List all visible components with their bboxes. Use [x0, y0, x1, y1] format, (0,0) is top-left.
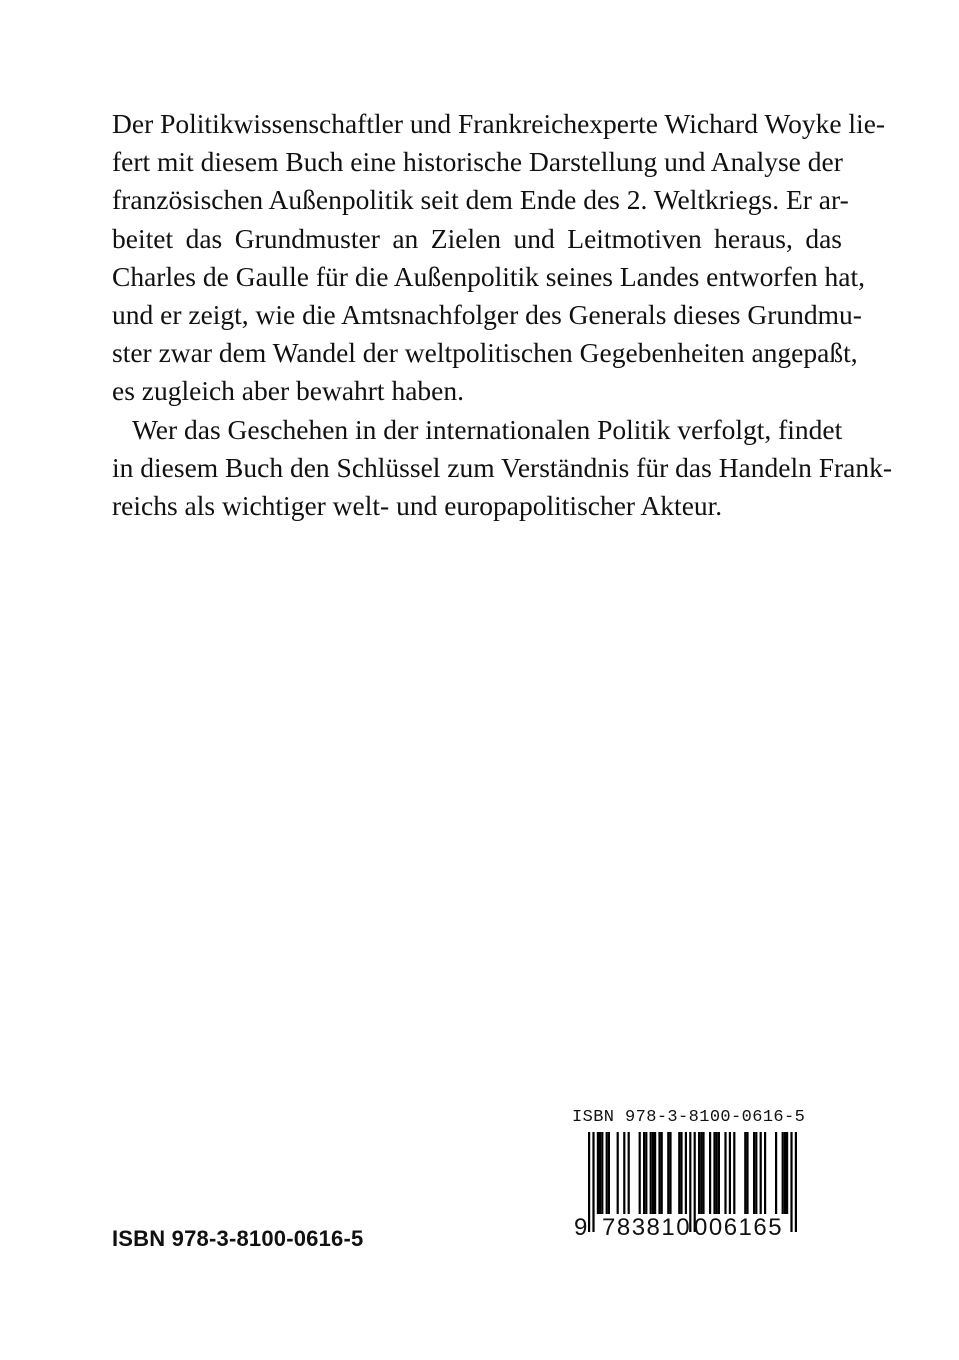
barcode-isbn-label: ISBN 978-3-8100-0616-5: [572, 1108, 806, 1127]
barcode-bar: [702, 1132, 704, 1214]
barcode-bar: [685, 1132, 687, 1214]
blurb-line: Der Politikwissenschaftler und Frankreichexperte Wichard Woyke lie-: [112, 108, 886, 139]
barcode-bar: [601, 1132, 603, 1214]
barcode-bar: [764, 1132, 766, 1214]
barcode-digits-left: 783810: [602, 1214, 692, 1241]
barcode-bar: [623, 1132, 625, 1214]
barcode-digits-right: 006165: [694, 1214, 784, 1241]
blurb-paragraph-2: [112, 411, 893, 526]
barcode-guard-bar: [592, 1132, 594, 1232]
barcode-digit-first: 9: [574, 1214, 588, 1241]
barcode-guard-bar: [588, 1132, 590, 1232]
barcode-bar: [654, 1132, 656, 1214]
barcode-bar: [746, 1132, 748, 1214]
barcode-bar: [608, 1132, 610, 1214]
back-cover-blurb: [112, 105, 893, 525]
barcode-bar: [775, 1132, 777, 1214]
barcode-bar: [652, 1132, 654, 1214]
barcode-bar: [661, 1132, 663, 1214]
barcode-bar: [786, 1132, 788, 1214]
blurb-line: beitet das Grundmuster an Zielen und Leitmotiven heraus, das: [112, 222, 842, 254]
barcode-bar: [709, 1132, 711, 1214]
barcode-bar: [718, 1132, 720, 1214]
barcode-bar: [628, 1132, 630, 1214]
blurb-line: Charles de Gaulle für die Außenpolitik seines Landes entworfen hat,: [112, 260, 865, 292]
barcode-bar: [744, 1132, 746, 1214]
barcode-bar: [658, 1132, 660, 1214]
barcode-bar: [599, 1132, 601, 1214]
blurb-paragraph-1: [112, 105, 886, 411]
blurb-line: Wer das Geschehen in der internationalen Politik verfolgt, findet: [132, 413, 843, 445]
barcode-bar: [645, 1132, 647, 1214]
barcode-bar: [680, 1132, 682, 1214]
barcode-bar: [650, 1132, 652, 1214]
barcode-bar: [669, 1132, 671, 1214]
barcode-bar: [716, 1132, 718, 1214]
blurb-line: fert mit diesem Buch eine historische Darstellung und Analyse der: [112, 146, 843, 178]
blurb-line: reichs als wichtiger welt- und europapolitischer Akteur.: [112, 490, 723, 522]
blurb-line: französischen Außenpolitik seit dem Ende des 2. Weltkriegs. Er ar-: [112, 184, 849, 216]
barcode-bar: [755, 1132, 757, 1214]
barcode-bar: [760, 1132, 762, 1214]
barcode-bar: [729, 1132, 731, 1214]
barcode: [564, 1108, 820, 1268]
barcode-bar: [713, 1132, 715, 1214]
barcode-bar: [643, 1132, 645, 1214]
blurb-line: es zugleich aber bewahrt haben.: [112, 375, 464, 407]
barcode-bar: [597, 1132, 599, 1214]
blurb-line: ster zwar dem Wandel der weltpolitischen Gegebenheiten angepaßt,: [112, 337, 858, 369]
barcode-bar: [700, 1132, 702, 1214]
barcode-bar: [782, 1132, 784, 1214]
isbn-text: ISBN 978-3-8100-0616-5: [112, 1226, 364, 1251]
barcode-bar: [724, 1132, 726, 1214]
barcode-bar: [784, 1132, 786, 1214]
barcode-bar: [698, 1132, 700, 1214]
barcode-bar: [753, 1132, 755, 1214]
barcode-bar: [733, 1132, 735, 1214]
blurb-line: in diesem Buch den Schlüssel zum Verständnis für das Handeln Frank-: [112, 451, 893, 483]
barcode-bar: [639, 1132, 641, 1214]
barcode-guard-bar: [795, 1132, 797, 1232]
barcode-bar: [606, 1132, 608, 1214]
barcode-bar: [617, 1132, 619, 1214]
barcode-guard-bar: [790, 1132, 792, 1232]
blurb-line: und er zeigt, wie die Amtsnachfolger des Generals dieses Grundmu-: [112, 299, 862, 331]
barcode-bar: [667, 1132, 669, 1214]
barcode-bar: [678, 1132, 680, 1214]
